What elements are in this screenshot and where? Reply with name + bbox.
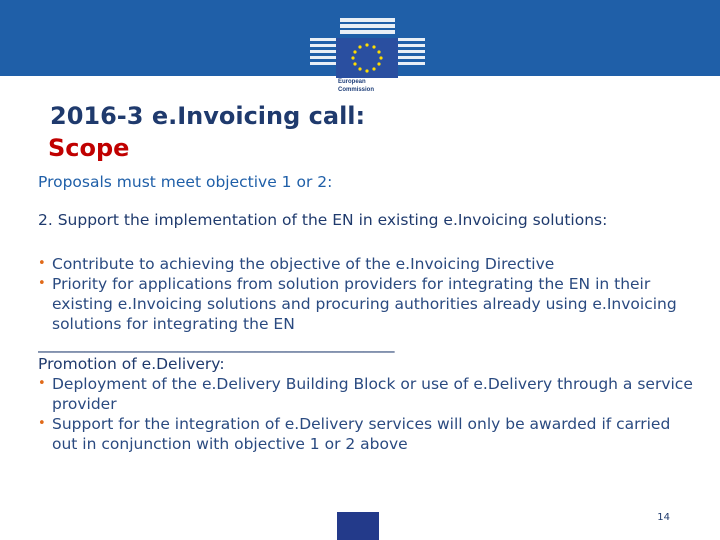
footer-logo-icon bbox=[337, 512, 379, 540]
title-line2: Scope bbox=[48, 134, 130, 162]
delivery-heading: Promotion of e.Delivery: bbox=[38, 355, 225, 373]
logo-text bbox=[338, 78, 398, 94]
list-item: • Deployment of the e.Delivery Building Block or use of e.Delivery through a service provider bbox=[38, 374, 698, 414]
divider-line: ______________________________________________ bbox=[38, 335, 395, 353]
list-item: • Support for the integration of e.Delivery services will only be awarded if carried out in conjunction with objective 1 or 2 above bbox=[38, 414, 698, 454]
logo-line1: European bbox=[338, 79, 366, 85]
list-item: • Contribute to achieving the objective of the e.Invoicing Directive bbox=[38, 254, 698, 274]
title-line1: 2016-3 e.Invoicing call: bbox=[50, 102, 366, 130]
intro-text: Proposals must meet objective 1 or 2: bbox=[38, 173, 333, 191]
delivery-bullets bbox=[38, 374, 698, 454]
slide-body bbox=[38, 172, 698, 454]
objective-2-bullets bbox=[38, 254, 698, 334]
page-number: 14 bbox=[657, 512, 670, 523]
slide-title bbox=[50, 100, 365, 164]
list-item: • Priority for applications from solution providers for integrating the EN in their existing e.Invoicing solutions and procuring authorities already using e.Invoicing solutions for integrating the EN bbox=[38, 274, 698, 334]
objective-2-text: 2. Support the implementation of the EN in existing e.Invoicing solutions: bbox=[38, 211, 608, 229]
logo-line2: Commission bbox=[338, 87, 375, 93]
